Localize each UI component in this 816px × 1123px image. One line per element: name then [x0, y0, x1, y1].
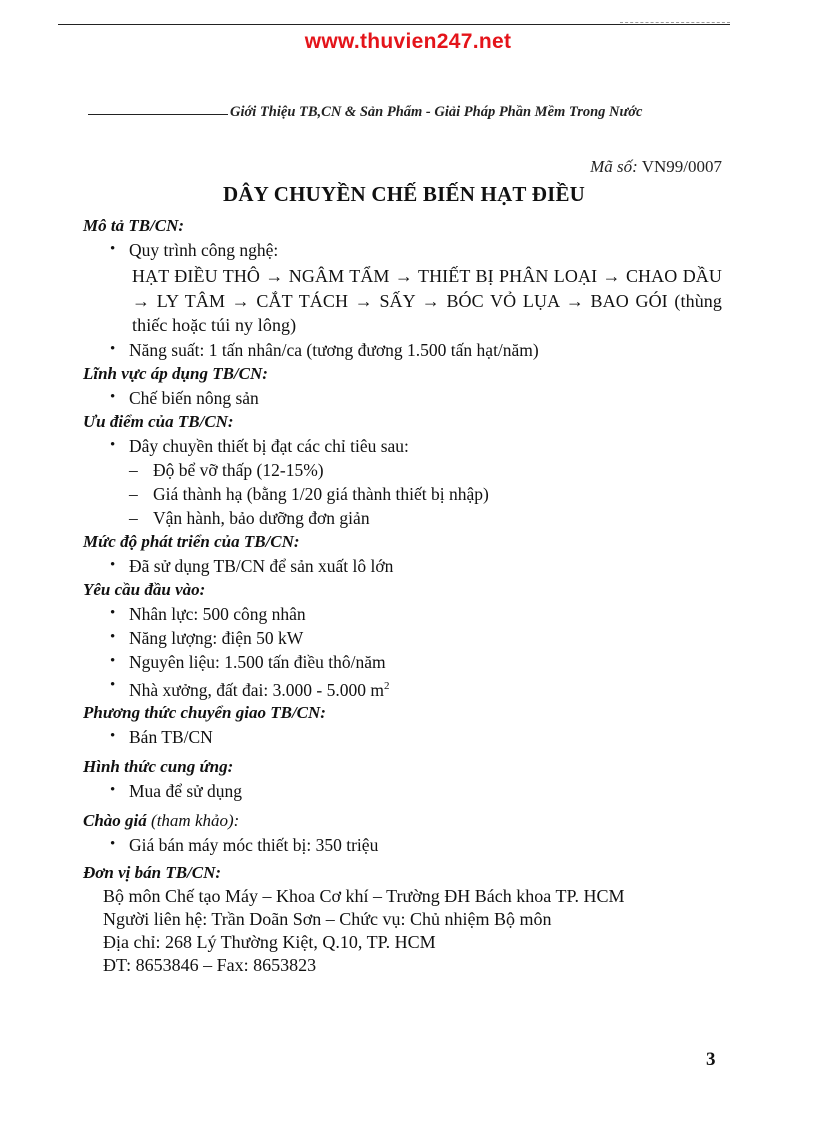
list-item: • Nhân lực: 500 công nhân — [83, 602, 733, 626]
price-heading-note: (tham khảo): — [151, 811, 240, 831]
advantages-intro: • Dây chuyền thiết bị đạt các chỉ tiêu sau: — [83, 434, 733, 458]
top-rule — [58, 24, 730, 25]
section-heading-supply: Hình thức cung ứng: — [83, 757, 234, 777]
list-item: • Năng lượng: điện 50 kW — [83, 626, 733, 650]
section-heading-advantages: Ưu điểm của TB/CN: — [83, 411, 234, 431]
seller-line: Người liên hệ: Trần Doãn Sơn – Chức vụ: Chủ nhiệm Bộ môn — [103, 909, 552, 930]
seller-line: Bộ môn Chế tạo Máy – Khoa Cơ khí – Trường ĐH Bách khoa TP. HCM — [103, 886, 625, 907]
document-title: DÂY CHUYỀN CHẾ BIẾN HẠT ĐIỀU — [222, 182, 586, 206]
price-heading: Chào giá — [83, 811, 147, 831]
list-item: • Bán TB/CN — [83, 725, 733, 749]
section-heading-description: Mô tả TB/CN: — [83, 216, 185, 235]
page-number: 3 — [706, 1049, 716, 1070]
list-item: • Giá bán máy móc thiết bị: 350 triệu — [83, 833, 733, 857]
seller-line: ĐT: 8653846 – Fax: 8653823 — [103, 955, 317, 976]
running-header: Giới Thiệu TB,CN & Sản Phẩm - Giải Pháp Phần Mềm Trong Nước — [230, 104, 643, 120]
sub-item: – Độ bể vỡ thấp (12-15%) — [83, 458, 733, 482]
section-heading-field: Lĩnh vực áp dụng TB/CN: — [83, 363, 268, 383]
section-heading-seller: Đơn vị bán TB/CN: — [83, 863, 222, 883]
code-label: Mã số: — [590, 157, 638, 176]
document-body — [83, 214, 733, 977]
section-heading-development: Mức độ phát triển của TB/CN: — [83, 531, 300, 551]
list-item: • Chế biến nông sản — [83, 386, 733, 410]
area-superscript: 2 — [383, 679, 390, 692]
sub-item: – Vận hành, bảo dưỡng đơn giản — [83, 506, 733, 530]
list-item-area — [83, 674, 733, 702]
area-text: Nhà xưởng, đất đai: 3.000 - 5.000 m — [129, 679, 384, 700]
section-heading-inputs: Yêu cầu đầu vào: — [83, 579, 206, 599]
list-item: • Đã sử dụng TB/CN để sản xuất lô lớn — [83, 554, 733, 578]
code-value: VN99/0007 — [641, 157, 722, 176]
section-heading-transfer: Phương thức chuyển giao TB/CN: — [83, 703, 326, 723]
capacity-item: • Năng suất: 1 tấn nhân/ca (tương đương 1.500 tấn hạt/năm) — [83, 338, 733, 362]
watermark-url[interactable]: www.thuvien247.net — [304, 30, 512, 53]
process-label: • Quy trình công nghệ: — [83, 238, 733, 262]
seller-line: Địa chỉ: 268 Lý Thường Kiệt, Q.10, TP. HCM — [103, 932, 436, 953]
section-heading-price — [83, 809, 733, 833]
sub-item: – Giá thành hạ (bằng 1/20 giá thành thiết bị nhập) — [83, 482, 733, 506]
process-flow: HẠT ĐIỀU THÔ → NGÂM TẨM → THIẾT BỊ PHÂN LOẠI → CHAO DẦU → LY TÂM → CẮT TÁCH → SẤY → BÓC VỎ LỤA → BAO GÓI (thùng thiếc hoặc túi ny lông) — [132, 266, 722, 335]
list-item: • Mua để sử dụng — [83, 779, 733, 803]
document-code — [590, 157, 722, 177]
header-rule — [88, 114, 228, 115]
top-rule-faint — [620, 22, 730, 23]
list-item: • Nguyên liệu: 1.500 tấn điều thô/năm — [83, 650, 733, 674]
